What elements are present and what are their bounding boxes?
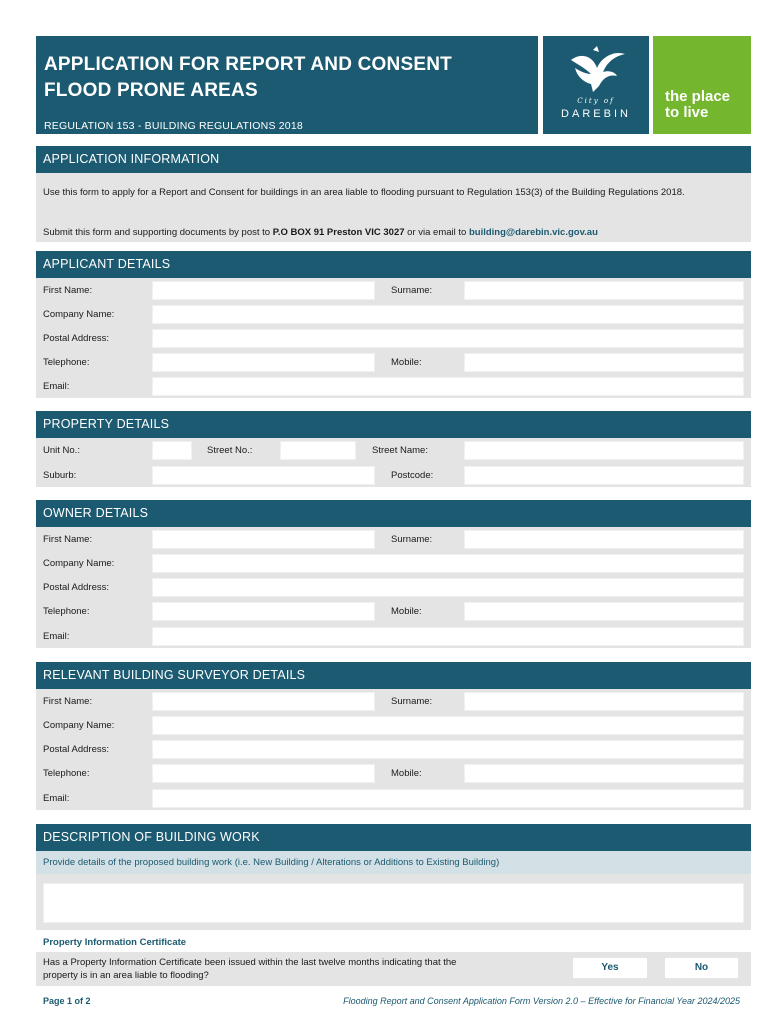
form-title-line2: FLOOD PRONE AREAS	[44, 80, 258, 101]
pic-question-line2: property is in an area liable to flooding?	[43, 970, 209, 981]
header	[36, 36, 751, 134]
logo-darebin: DAREBIN	[561, 108, 631, 120]
pic-heading: Property Information Certificate	[43, 937, 187, 948]
owner-email-field[interactable]	[152, 627, 744, 646]
owner-postal-label: Postal Address:	[43, 582, 110, 593]
form-subtitle: REGULATION 153 - BUILDING REGULATIONS 2018	[44, 120, 303, 132]
postcode-field[interactable]	[464, 466, 744, 485]
darebin-logo	[543, 36, 649, 134]
surveyor-postal-field[interactable]	[152, 740, 744, 759]
street-no-field[interactable]	[280, 441, 356, 460]
applicant-surname-label: Surname:	[391, 285, 433, 296]
applicant-details-heading: APPLICANT DETAILS	[36, 251, 751, 278]
applicant-email-label: Email:	[43, 381, 70, 392]
surveyor-first-name-label: First Name:	[43, 696, 93, 707]
owner-company-label: Company Name:	[43, 558, 115, 569]
page-number: Page 1 of 2	[43, 996, 91, 1006]
building-work-heading: DESCRIPTION OF BUILDING WORK	[36, 824, 751, 851]
building-work-prompt: Provide details of the proposed building work (i.e. New Building / Alterations or Additions to Existing Building)	[36, 851, 751, 874]
surveyor-mobile-field[interactable]	[464, 764, 744, 783]
surveyor-first-name-field[interactable]	[152, 692, 375, 711]
owner-mobile-label: Mobile:	[391, 606, 422, 617]
applicant-surname-field[interactable]	[464, 281, 744, 300]
surveyor-details-heading: RELEVANT BUILDING SURVEYOR DETAILS	[36, 662, 751, 689]
street-no-label: Street No.:	[207, 445, 253, 456]
owner-surname-label: Surname:	[391, 534, 433, 545]
applicant-telephone-field[interactable]	[152, 353, 375, 372]
pic-question-line1: Has a Property Information Certificate been issued within the last twelve months indicating that the	[43, 957, 457, 968]
suburb-label: Suburb:	[43, 470, 77, 481]
logo-city-of: City of	[577, 97, 615, 105]
application-info-text: Use this form to apply for a Report and Consent for buildings in an area liable to flooding pursuant to Regulation 153(3) of the Building Regulations 2018.	[43, 187, 685, 198]
form-version: Flooding Report and Consent Application Form Version 2.0 – Effective for Financial Year 2024/2025	[343, 996, 740, 1006]
building-work-description-field[interactable]	[43, 883, 744, 923]
postcode-label: Postcode:	[391, 470, 434, 481]
owner-postal-field[interactable]	[152, 578, 744, 597]
applicant-telephone-label: Telephone:	[43, 357, 90, 368]
property-details-heading: PROPERTY DETAILS	[36, 411, 751, 438]
applicant-mobile-label: Mobile:	[391, 357, 422, 368]
owner-email-label: Email:	[43, 631, 70, 642]
tagline-line1: the place	[665, 88, 731, 105]
surveyor-postal-label: Postal Address:	[43, 744, 110, 755]
applicant-company-label: Company Name:	[43, 309, 115, 320]
title-block	[36, 36, 538, 134]
applicant-postal-label: Postal Address:	[43, 333, 110, 344]
form-title-line1: APPLICATION FOR REPORT AND CONSENT	[44, 54, 452, 75]
owner-details-heading: OWNER DETAILS	[36, 500, 751, 527]
surveyor-mobile-label: Mobile:	[391, 768, 422, 779]
postal-address: P.O BOX 91 Preston VIC 3027	[272, 227, 405, 238]
submission-info	[43, 226, 745, 240]
applicant-mobile-field[interactable]	[464, 353, 744, 372]
tagline	[653, 36, 751, 134]
owner-surname-field[interactable]	[464, 530, 744, 549]
applicant-email-field[interactable]	[152, 377, 744, 396]
surveyor-surname-label: Surname:	[391, 696, 433, 707]
street-name-label: Street Name:	[372, 445, 428, 456]
owner-first-name-field[interactable]	[152, 530, 375, 549]
bird-logo-icon	[563, 46, 629, 96]
surveyor-email-label: Email:	[43, 793, 70, 804]
surveyor-telephone-field[interactable]	[152, 764, 375, 783]
owner-company-field[interactable]	[152, 554, 744, 573]
applicant-company-field[interactable]	[152, 305, 744, 324]
tagline-line2: to live	[665, 104, 709, 121]
application-info-heading: APPLICATION INFORMATION	[36, 146, 751, 173]
pic-no-option[interactable]: No	[665, 958, 738, 978]
surveyor-surname-field[interactable]	[464, 692, 744, 711]
owner-telephone-field[interactable]	[152, 602, 375, 621]
submission-text-mid: or via email to	[404, 227, 469, 238]
surveyor-email-field[interactable]	[152, 789, 744, 808]
unit-no-label: Unit No.:	[43, 445, 80, 456]
surveyor-company-label: Company Name:	[43, 720, 115, 731]
surveyor-company-field[interactable]	[152, 716, 744, 735]
street-name-field[interactable]	[464, 441, 744, 460]
pic-yes-option[interactable]: Yes	[573, 958, 647, 978]
owner-first-name-label: First Name:	[43, 534, 93, 545]
submission-text: Submit this form and supporting documents by post to	[43, 227, 273, 238]
suburb-field[interactable]	[152, 466, 375, 485]
applicant-first-name-field[interactable]	[152, 281, 375, 300]
applicant-postal-field[interactable]	[152, 329, 744, 348]
unit-no-field[interactable]	[152, 441, 192, 460]
surveyor-telephone-label: Telephone:	[43, 768, 90, 779]
owner-telephone-label: Telephone:	[43, 606, 90, 617]
email-link[interactable]: building@darebin.vic.gov.au	[468, 227, 598, 238]
applicant-first-name-label: First Name:	[43, 285, 93, 296]
pic-question	[43, 956, 563, 982]
owner-mobile-field[interactable]	[464, 602, 744, 621]
